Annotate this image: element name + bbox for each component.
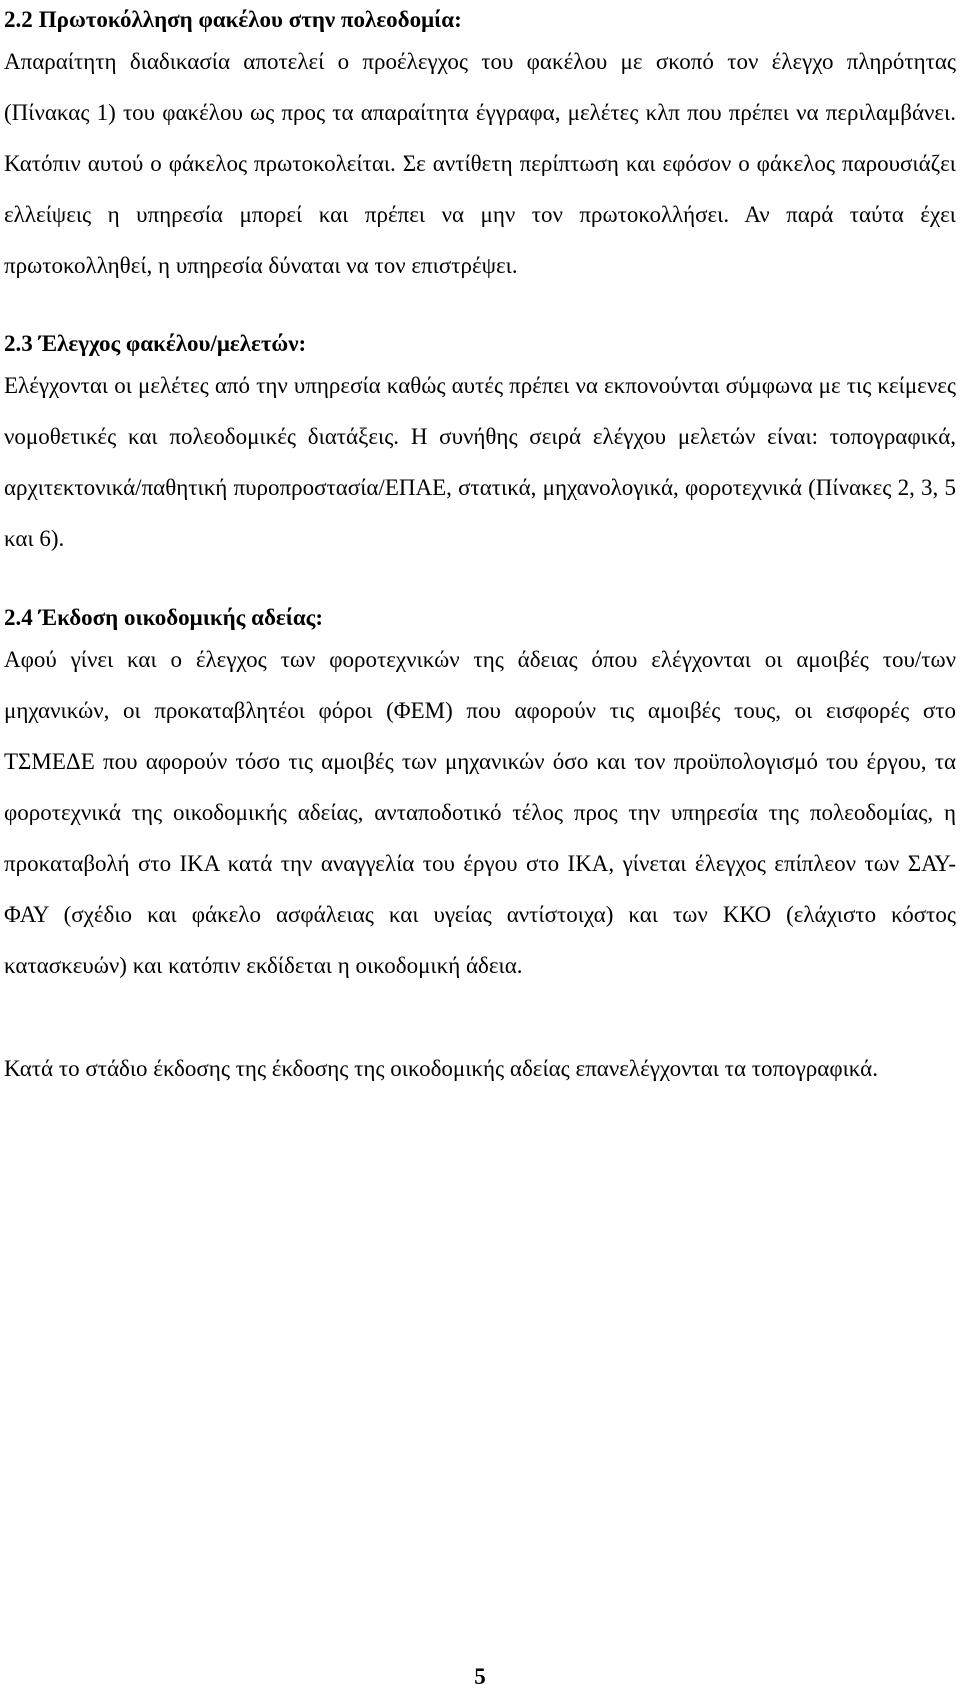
section-number: 2.4 (4, 605, 33, 630)
section-title: Έλεγχος φακέλου/μελετών: (38, 331, 307, 356)
page-number: 5 (474, 1664, 486, 1689)
section-2-4 (4, 602, 956, 1094)
section-heading (4, 602, 956, 634)
section-2-3 (4, 328, 956, 564)
paragraph: Κατά το στάδιο έκδοσης της έκδοσης της οικοδομικής αδείας επανελέγχονται τα τοπογραφικά. (4, 1056, 878, 1081)
section-number: 2.3 (4, 331, 33, 356)
section-2-2 (4, 4, 956, 291)
paragraph: Ελέγχονται οι μελέτες από την υπηρεσία καθώς αυτές πρέπει να εκπονούνται σύμφωνα με τις κείμενες νομοθετικές και πολεοδομικές διατάξεις. Η συνήθης σειρά ελέγχου μελετών είναι: τοπογραφικά, αρχιτεκτονικά/παθητική πυροπροστασία/ΕΠΑΕ, στατικά, μηχανολογικά, φοροτεχνικά (Πίνακες 2, 3, 5 και 6). (4, 373, 956, 551)
section-title: Πρωτοκόλληση φακέλου στην πολεοδομία: (38, 7, 462, 32)
section-heading (4, 328, 956, 360)
paragraph: Απαραίτητη διαδικασία αποτελεί ο προέλεγχος του φακέλου με σκοπό τον έλεγχο πληρότητας (Πίνακας 1) του φακέλου ως προς τα απαραίτητα έγγραφα, μελέτες κλπ που πρέπει να περιλαμβάνει. Κατόπιν αυτού ο φάκελος πρωτοκολείται. Σε αντίθετη περίπτωση και εφόσον ο φάκελος παρουσιάζει ελλείψεις η υπηρεσία μπορεί και πρέπει να μην τον πρωτοκολλήσει. Αν παρά ταύτα έχει πρωτοκολληθεί, η υπηρεσία δύναται να τον επιστρέψει. (4, 49, 956, 278)
paragraph: Αφού γίνει και ο έλεγχος των φοροτεχνικών της άδειας όπου ελέγχονται οι αμοιβές του/των μηχανικών, οι προκαταβλητέοι φόροι (ΦΕΜ) που αφορούν τις αμοιβές τους, οι εισφορές στο ΤΣΜΕΔΕ που αφορούν τόσο τις αμοιβές των μηχανικών όσο και τον προϋπολογισμό του έργου, τα φοροτεχνικά της οικοδομικής αδείας, ανταποδοτικό τέλος προς την υπηρεσία της πολεοδομίας, η προκαταβολή στο ΙΚΑ κατά την αναγγελία του έργου στο ΙΚΑ, γίνεται έλεγχος επίπλεον των ΣΑΥ-ΦΑΥ (σχέδιο και φάκελο ασφάλειας και υγείας αντίστοιχα) και των ΚΚΟ (ελάχιστο κόστος κατασκευών) και κατόπιν εκδίδεται η οικοδομική άδεια. (4, 647, 956, 978)
section-title: Έκδοση οικοδομικής αδείας: (38, 605, 324, 630)
document-page (4, 0, 956, 1094)
section-number: 2.2 (4, 7, 33, 32)
section-heading (4, 4, 956, 36)
